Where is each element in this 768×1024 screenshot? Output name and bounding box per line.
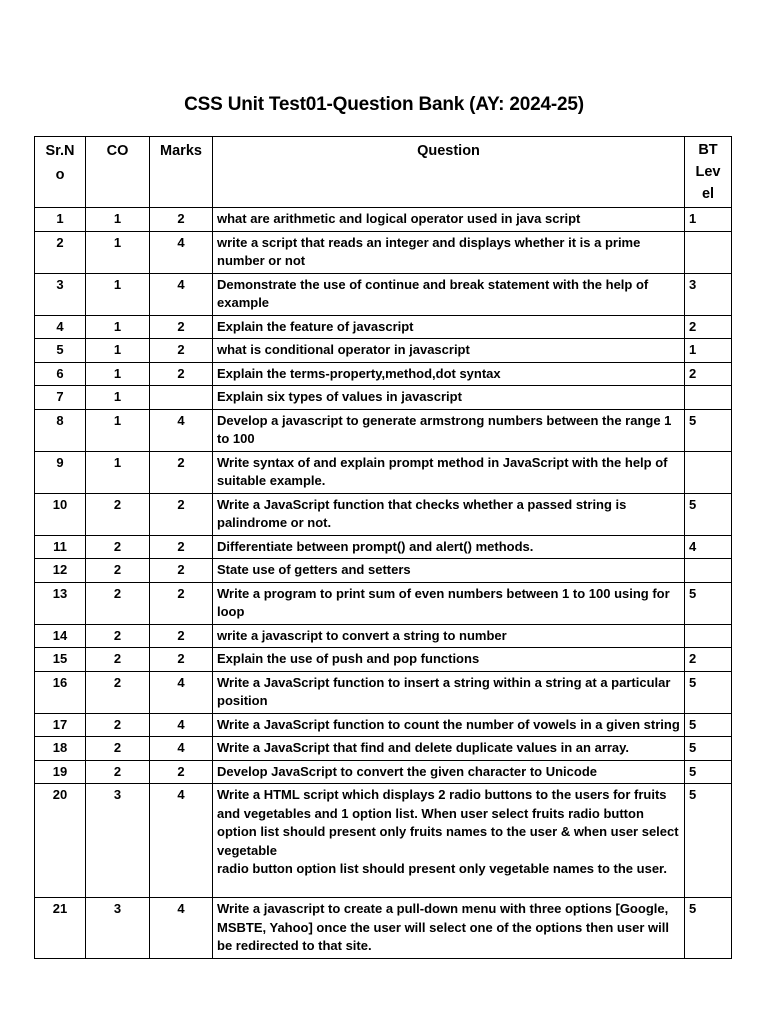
table-row: [35, 784, 732, 898]
cell-co: 2: [86, 760, 150, 784]
cell-co: 3: [86, 898, 150, 959]
header-bt-level: BT Lev el: [685, 137, 732, 208]
table-row: [35, 624, 732, 648]
cell-srno: 15: [35, 648, 86, 672]
cell-marks: 2: [150, 559, 213, 583]
table-row: [35, 451, 732, 493]
cell-srno: 20: [35, 784, 86, 898]
cell-question: what is conditional operator in javascript: [213, 339, 685, 363]
table-row: [35, 713, 732, 737]
cell-question: Develop JavaScript to convert the given character to Unicode: [213, 760, 685, 784]
cell-srno: 12: [35, 559, 86, 583]
cell-bt-level: 1: [685, 208, 732, 232]
cell-bt-level: [685, 231, 732, 273]
cell-bt-level: [685, 386, 732, 410]
table-row: [35, 273, 732, 315]
cell-srno: 8: [35, 409, 86, 451]
cell-srno: 13: [35, 582, 86, 624]
cell-bt-level: 5: [685, 898, 732, 959]
cell-question: Demonstrate the use of continue and break statement with the help of example: [213, 273, 685, 315]
cell-bt-level: 1: [685, 339, 732, 363]
cell-bt-level: 2: [685, 315, 732, 339]
cell-co: 2: [86, 737, 150, 761]
cell-marks: 4: [150, 409, 213, 451]
cell-marks: 4: [150, 273, 213, 315]
cell-question: Write syntax of and explain prompt method in JavaScript with the help of suitable example.: [213, 451, 685, 493]
table-body: [35, 208, 732, 959]
cell-question: Develop a javascript to generate armstrong numbers between the range 1 to 100: [213, 409, 685, 451]
cell-question: Write a JavaScript function to count the number of vowels in a given string: [213, 713, 685, 737]
cell-bt-level: 5: [685, 737, 732, 761]
cell-question: what are arithmetic and logical operator used in java script: [213, 208, 685, 232]
cell-bt-level: 5: [685, 493, 732, 535]
table-header-row: [35, 137, 732, 208]
cell-marks: 4: [150, 898, 213, 959]
cell-bt-level: 5: [685, 784, 732, 898]
cell-bt-level: 5: [685, 409, 732, 451]
cell-marks: 2: [150, 208, 213, 232]
cell-srno: 11: [35, 535, 86, 559]
cell-bt-level: 2: [685, 362, 732, 386]
cell-question: Differentiate between prompt() and alert() methods.: [213, 535, 685, 559]
cell-question: Explain the use of push and pop functions: [213, 648, 685, 672]
table-row: [35, 386, 732, 410]
cell-marks: 4: [150, 784, 213, 898]
cell-marks: 2: [150, 535, 213, 559]
cell-co: 2: [86, 624, 150, 648]
cell-co: 1: [86, 231, 150, 273]
cell-bt-level: 3: [685, 273, 732, 315]
cell-question: Write a JavaScript function that checks whether a passed string is palindrome or not.: [213, 493, 685, 535]
header-question: Question: [213, 137, 685, 208]
cell-question: Write a program to print sum of even numbers between 1 to 100 using for loop: [213, 582, 685, 624]
table-row: [35, 208, 732, 232]
cell-srno: 2: [35, 231, 86, 273]
cell-marks: 4: [150, 671, 213, 713]
question-bank-table: [34, 136, 732, 959]
cell-co: 1: [86, 409, 150, 451]
cell-question: write a javascript to convert a string to number: [213, 624, 685, 648]
cell-marks: 4: [150, 713, 213, 737]
cell-question: Explain the feature of javascript: [213, 315, 685, 339]
cell-co: 1: [86, 362, 150, 386]
cell-srno: 19: [35, 760, 86, 784]
header-srno: Sr.N o: [35, 137, 86, 208]
cell-co: 2: [86, 535, 150, 559]
cell-co: 2: [86, 648, 150, 672]
cell-bt-level: 5: [685, 713, 732, 737]
cell-question: Write a javascript to create a pull-down menu with three options [Google, MSBTE, Yahoo] once the user will select one of the options then user will be redirected to that site.: [213, 898, 685, 959]
cell-question: Write a JavaScript function to insert a string within a string at a particular position: [213, 671, 685, 713]
cell-bt-level: 4: [685, 535, 732, 559]
cell-co: 2: [86, 493, 150, 535]
table-row: [35, 760, 732, 784]
cell-co: 1: [86, 339, 150, 363]
cell-srno: 7: [35, 386, 86, 410]
table-row: [35, 493, 732, 535]
cell-bt-level: 5: [685, 671, 732, 713]
cell-srno: 9: [35, 451, 86, 493]
cell-co: 2: [86, 582, 150, 624]
header-marks: Marks: [150, 137, 213, 208]
table-row: [35, 362, 732, 386]
table-row: [35, 559, 732, 583]
cell-question: Explain the terms-property,method,dot syntax: [213, 362, 685, 386]
table-row: [35, 648, 732, 672]
cell-bt-level: [685, 624, 732, 648]
cell-co: 1: [86, 208, 150, 232]
cell-srno: 18: [35, 737, 86, 761]
cell-marks: 2: [150, 339, 213, 363]
cell-srno: 1: [35, 208, 86, 232]
cell-co: 1: [86, 386, 150, 410]
cell-srno: 6: [35, 362, 86, 386]
table-row: [35, 231, 732, 273]
cell-srno: 16: [35, 671, 86, 713]
cell-marks: 4: [150, 737, 213, 761]
cell-marks: 2: [150, 451, 213, 493]
cell-question: State use of getters and setters: [213, 559, 685, 583]
cell-co: 2: [86, 559, 150, 583]
cell-marks: 2: [150, 760, 213, 784]
cell-marks: [150, 386, 213, 410]
cell-marks: 2: [150, 624, 213, 648]
table-row: [35, 671, 732, 713]
cell-co: 2: [86, 671, 150, 713]
cell-marks: 2: [150, 493, 213, 535]
cell-srno: 17: [35, 713, 86, 737]
cell-srno: 4: [35, 315, 86, 339]
cell-srno: 10: [35, 493, 86, 535]
cell-srno: 3: [35, 273, 86, 315]
cell-bt-level: [685, 451, 732, 493]
cell-bt-level: 5: [685, 760, 732, 784]
cell-question: Explain six types of values in javascript: [213, 386, 685, 410]
header-co: CO: [86, 137, 150, 208]
table-row: [35, 582, 732, 624]
table-row: [35, 737, 732, 761]
cell-marks: 4: [150, 231, 213, 273]
cell-question: Write a HTML script which displays 2 radio buttons to the users for fruits and vegetables and 1 option list. When user select fruits radio button option list should present only fruits names to the user & when user select vegetable radio button option list should present only vegetable names to the user.: [213, 784, 685, 898]
table-row: [35, 339, 732, 363]
cell-co: 1: [86, 273, 150, 315]
cell-bt-level: [685, 559, 732, 583]
cell-marks: 2: [150, 582, 213, 624]
table-row: [35, 898, 732, 959]
cell-bt-level: 2: [685, 648, 732, 672]
cell-srno: 14: [35, 624, 86, 648]
cell-srno: 21: [35, 898, 86, 959]
page-title: CSS Unit Test01-Question Bank (AY: 2024-25): [184, 94, 584, 115]
cell-bt-level: 5: [685, 582, 732, 624]
cell-marks: 2: [150, 315, 213, 339]
table-row: [35, 535, 732, 559]
table-row: [35, 409, 732, 451]
table-row: [35, 315, 732, 339]
cell-co: 1: [86, 315, 150, 339]
cell-srno: 5: [35, 339, 86, 363]
cell-marks: 2: [150, 362, 213, 386]
cell-co: 1: [86, 451, 150, 493]
cell-marks: 2: [150, 648, 213, 672]
cell-question: Write a JavaScript that find and delete duplicate values in an array.: [213, 737, 685, 761]
cell-co: 3: [86, 784, 150, 898]
cell-question: write a script that reads an integer and displays whether it is a prime number or not: [213, 231, 685, 273]
cell-co: 2: [86, 713, 150, 737]
